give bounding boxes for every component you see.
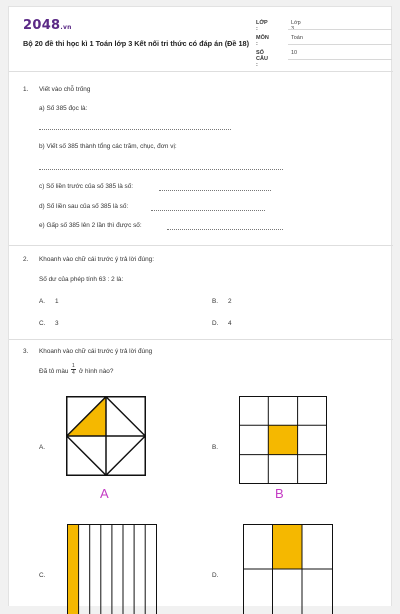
section-divider [9,245,393,246]
figure-caption: A [100,486,109,501]
option-letter[interactable]: D. [212,320,218,327]
document-title: Bộ 20 đề thi học kì 1 Toán lớp 3 Kết nối tri thức có đáp án (Đề 18) [23,39,251,49]
question-number: 1. [23,86,28,93]
meta-underline [288,44,392,45]
answer-line [39,169,283,170]
option-value[interactable]: 1 [55,298,59,305]
question-part-e: e) Gấp số 385 lên 2 lần thì được số: [39,222,142,229]
option-letter[interactable]: B. [212,444,218,451]
question-number: 2. [23,256,28,263]
question-part-d: d) Số liền sau của số 385 là số: [39,203,128,210]
worksheet-page [8,6,392,606]
meta-underline [288,29,392,30]
site-logo[interactable] [23,18,72,33]
header-divider [9,71,393,72]
question-sub-before: Đã tô màu [39,368,68,375]
meta-label: LỚP : [256,20,268,32]
fraction-numerator: 1 [72,363,75,369]
figure-a-diamond[interactable] [66,396,146,476]
figure-c-strips[interactable] [67,524,157,614]
option-value[interactable]: 2 [228,298,232,305]
logo-text: 2048 [23,18,60,33]
figure-b-grid[interactable] [239,396,327,484]
section-divider [9,339,393,340]
option-letter[interactable]: A. [39,298,45,305]
question-prompt: Khoanh vào chữ cái trước ý trả lời đúng [39,348,152,355]
meta-underline [288,59,392,60]
answer-line [167,229,283,230]
question-sub-after: ở hình nào? [79,368,113,375]
figure-caption: B [275,486,284,501]
answer-line [39,129,231,130]
question-prompt: Viết vào chỗ trống [39,86,90,93]
option-letter[interactable]: C. [39,320,45,327]
question-part-c: c) Số liền trước của số 385 là số: [39,183,133,190]
question-prompt: Khoanh vào chữ cái trước ý trả lời đúng: [39,256,154,263]
question-sub: Số dư của phép tính 63 : 2 là: [39,276,123,283]
option-letter[interactable]: C. [39,572,45,579]
option-value[interactable]: 3 [55,320,59,327]
meta-value: Lớp 3 [291,20,301,32]
fraction-denominator: 4 [72,370,75,376]
answer-line [159,190,271,191]
meta-label: SỐ CÂU : [256,50,268,68]
meta-label: MÔN : [256,35,269,47]
logo-suffix: .vn [60,24,71,31]
option-value[interactable]: 4 [228,320,232,327]
question-number: 3. [23,348,28,355]
option-letter[interactable]: A. [39,444,45,451]
question-part-b: b) Viết số 385 thành tổng các trăm, chục, đơn vị: [39,143,177,150]
question-part-a: a) Số 385 đọc là: [39,105,87,112]
figure-d-grid[interactable] [243,524,333,614]
option-letter[interactable]: B. [212,298,218,305]
meta-value: Toán [291,35,303,41]
option-letter[interactable]: D. [212,572,218,579]
answer-line [151,210,265,211]
meta-value: 10 [291,50,297,56]
